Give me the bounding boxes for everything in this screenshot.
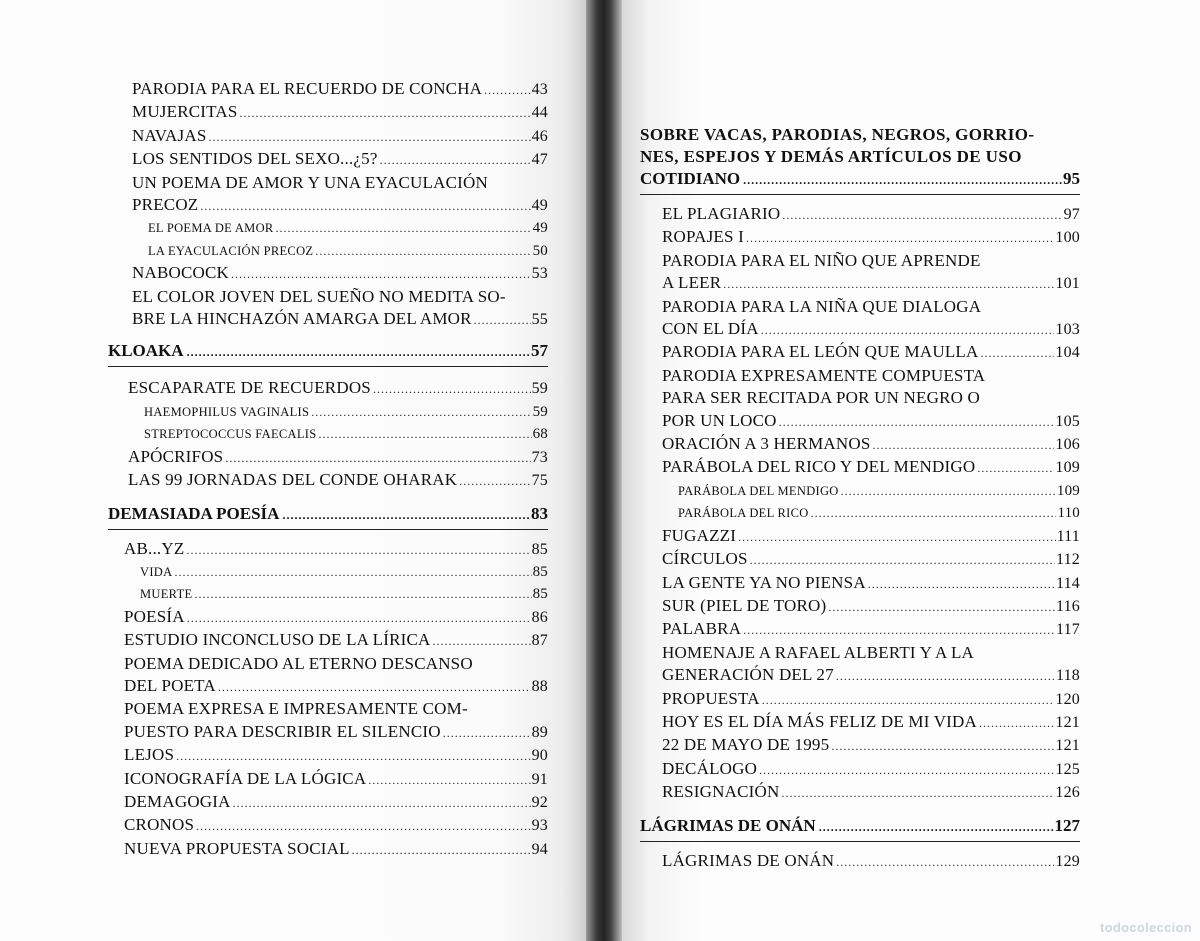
toc-entry: DEL POETA ..... 88 (124, 675, 548, 698)
toc-entry-line: HOMENAJE A RAFAEL ALBERTI Y A LA (662, 642, 975, 662)
toc-entry: SUR (PIEL DE TORO) ..... 116 (662, 595, 1080, 618)
section-heading-sobre: COTIDIANO ..... 95 (640, 168, 1080, 191)
toc-entry: PARODIA PARA EL LEÓN QUE MAULLA ..... 104 (662, 341, 1080, 364)
toc-entry: MUJERCITAS ..... 44 (132, 101, 548, 124)
demasiada-entries-group (108, 538, 548, 862)
toc-entry: NABOCOCK ..... 53 (132, 262, 548, 285)
toc-entry: EL PLAGIARIO ..... 97 (662, 203, 1080, 226)
toc-subentry: VIDA ..... 85 (124, 561, 548, 583)
toc-subentry: EL POEMA DE AMOR ..... 49 (132, 217, 548, 239)
toc-entry-line: UN POEMA DE AMOR Y UNA EYACULACIÓN (132, 172, 488, 192)
toc-entry: CON EL DÍA ..... 103 (662, 318, 1080, 341)
toc-entry: DECÁLOGO ..... 125 (662, 758, 1080, 781)
toc-entry: ICONOGRAFÍA DE LA LÓGICA ..... 91 (124, 768, 548, 791)
watermark: todocoleccion (1099, 920, 1192, 935)
toc-entry: CRONOS ..... 93 (124, 814, 548, 837)
toc-entry: GENERACIÓN DEL 27 ..... 118 (662, 664, 1080, 687)
toc-entry: PROPUESTA ..... 120 (662, 688, 1080, 711)
kloaka-entries-group (108, 377, 548, 492)
toc-entry: BRE LA HINCHAZÓN AMARGA DEL AMOR ..... 55 (132, 308, 548, 331)
book-gutter (586, 0, 622, 941)
section-heading-kloaka: KLOAKA ..... 57 (108, 340, 548, 363)
toc-entry: CÍRCULOS ..... 112 (662, 548, 1080, 571)
toc-entry-line: EL COLOR JOVEN DEL SUEÑO NO MEDITA SO- (132, 286, 506, 306)
toc-entry: AB...YZ ..... 85 (124, 538, 548, 561)
section-heading-sobre-line: SOBRE VACAS, PARODIAS, NEGROS, GORRIO- (640, 125, 1035, 144)
toc-entry: LA GENTE YA NO PIENSA ..... 114 (662, 572, 1080, 595)
toc-entry-line: POEMA EXPRESA E IMPRESAMENTE COM- (124, 699, 468, 719)
toc-entry: PARODIA PARA EL RECUERDO DE CONCHA ..... 43 (132, 78, 548, 101)
left-page (0, 0, 586, 941)
toc-entry-line: PARODIA EXPRESAMENTE COMPUESTA (662, 365, 986, 385)
toc-entry: NUEVA PROPUESTA SOCIAL ..... 94 (124, 838, 548, 861)
toc-entry: PUESTO PARA DESCRIBIR EL SILENCIO ..... 89 (124, 721, 548, 744)
toc-entry: POESÍA ..... 86 (124, 606, 548, 629)
toc-entry: ESTUDIO INCONCLUSO DE LA LÍRICA ..... 87 (124, 629, 548, 652)
section-heading-sobre-line: NES, ESPEJOS Y DEMÁS ARTÍCULOS DE USO (640, 147, 1022, 166)
toc-entry: FUGAZZI ..... 111 (662, 525, 1080, 548)
toc-entry: A LEER ..... 101 (662, 272, 1080, 295)
left-entries-group (108, 78, 548, 331)
right-page (622, 0, 1200, 941)
toc-entry-line: POEMA DEDICADO AL ETERNO DESCANSO (124, 653, 473, 673)
toc-entry: 22 DE MAYO DE 1995 ..... 121 (662, 734, 1080, 757)
section-heading-lagrimas: LÁGRIMAS DE ONÁN ..... 127 (640, 815, 1080, 838)
toc-entry: LAS 99 JORNADAS DEL CONDE OHARAK ..... 75 (128, 469, 548, 492)
toc-subentry: LA EYACULACIÓN PRECOZ ..... 50 (132, 240, 548, 262)
toc-entry: ROPAJES I ..... 100 (662, 226, 1080, 249)
sobre-entries-group (640, 203, 1080, 805)
right-toc (640, 124, 1080, 873)
toc-entry: PRECOZ ..... 49 (132, 194, 548, 217)
toc-entry-line: PARODIA PARA EL NIÑO QUE APRENDE (662, 250, 981, 270)
toc-entry: DEMAGOGIA ..... 92 (124, 791, 548, 814)
toc-entry: PALABRA ..... 117 (662, 618, 1080, 641)
toc-subentry: MUERTE ..... 85 (124, 583, 548, 605)
toc-entry: RESIGNACIÓN ..... 126 (662, 781, 1080, 804)
toc-entry: LÁGRIMAS DE ONÁN ..... 129 (662, 850, 1080, 873)
toc-entry: ESCAPARATE DE RECUERDOS ..... 59 (128, 377, 548, 400)
toc-entry: POR UN LOCO ..... 105 (662, 410, 1080, 433)
toc-subentry: HAEMOPHILUS VAGINALIS ..... 59 (128, 401, 548, 423)
toc-subentry: PARÁBOLA DEL MENDIGO ..... 109 (662, 480, 1080, 502)
toc-subentry: PARÁBOLA DEL RICO ..... 110 (662, 502, 1080, 524)
left-toc (108, 78, 548, 861)
toc-entry: ORACIÓN A 3 HERMANOS ..... 106 (662, 433, 1080, 456)
toc-entry: NAVAJAS ..... 46 (132, 125, 548, 148)
toc-entry-line: PARA SER RECITADA POR UN NEGRO O (662, 388, 981, 408)
toc-entry: APÓCRIFOS ..... 73 (128, 446, 548, 469)
toc-subentry: STREPTOCOCCUS FAECALIS ..... 68 (128, 423, 548, 445)
toc-entry: LEJOS ..... 90 (124, 744, 548, 767)
toc-entry: HOY ES EL DÍA MÁS FELIZ DE MI VIDA ..... 121 (662, 711, 1080, 734)
section-heading-demasiada-poesia: DEMASIADA POESÍA ..... 83 (108, 503, 548, 526)
toc-entry: PARÁBOLA DEL RICO Y DEL MENDIGO ..... 109 (662, 456, 1080, 479)
toc-entry-line: PARODIA PARA LA NIÑA QUE DIALOGA (662, 296, 982, 316)
lagrimas-entries-group (640, 850, 1080, 873)
toc-entry: LOS SENTIDOS DEL SEXO...¿5? ..... 47 (132, 148, 548, 171)
